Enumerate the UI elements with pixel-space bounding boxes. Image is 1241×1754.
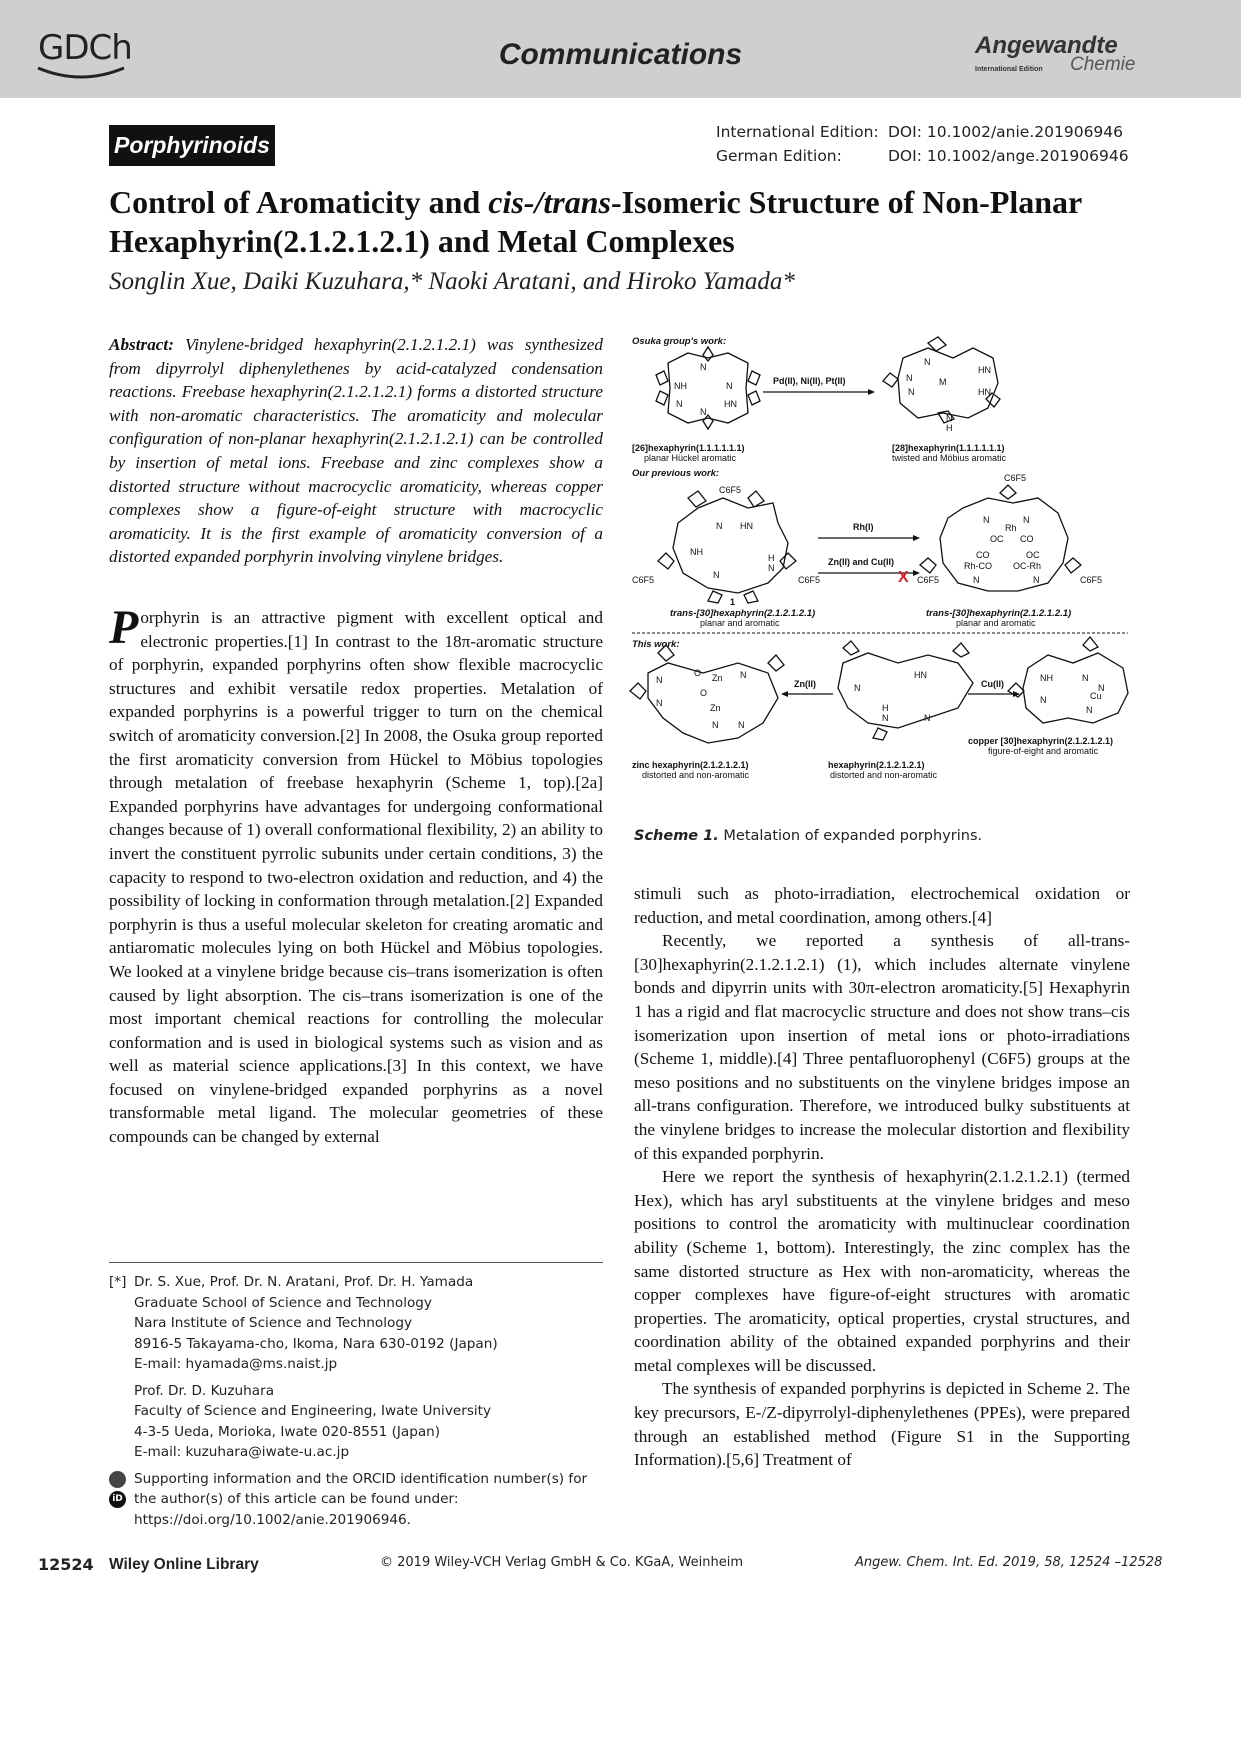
compound-desc: planar and aromatic <box>956 618 1036 628</box>
atom-n: N <box>906 373 913 383</box>
compound-name: hexaphyrin(2.1.2.1.2.1) <box>828 760 925 770</box>
scheme-label-osuka: Osuka group's work: <box>632 336 727 347</box>
paragraph: Here we report the synthesis of hexaphyrin(2.1.2.1.2.1) (termed Hex), which has aryl substituents at the vinylene bridges and meso positions to control the aromaticity with multinuclear coordination ability (Scheme 1, bottom). Interestingly, the zinc complex has the same distorted structure as Hex with non-aromaticity, whereas the copper complexes have figure-of-eight structures with aromatic properties. The aromaticity, optical properties, crystal structures, and coordination ability of the obtained expanded porphyrins and their metal complexes will be discussed. <box>634 1167 1130 1375</box>
atom-nh: NH <box>674 381 687 391</box>
copyright: © 2019 Wiley-VCH Verlag GmbH & Co. KGaA, Weinheim <box>380 1555 744 1570</box>
atom-n: N <box>854 683 861 693</box>
scheme-label-previous: Our previous work: <box>632 468 720 479</box>
atom-n: N <box>716 521 723 531</box>
category-badge: Porphyrinoids <box>109 125 275 166</box>
journal-logo-chemie: Chemie <box>1070 54 1136 75</box>
doi-german-label: German Edition: <box>716 147 842 165</box>
page-number <box>38 1555 94 1574</box>
atom-rh: Rh <box>1005 523 1017 533</box>
drop-cap: P <box>109 601 139 654</box>
article-title <box>109 183 1139 261</box>
compound-name: zinc hexaphyrin(2.1.2.1.2.1) <box>632 760 749 770</box>
citation: Angew. Chem. Int. Ed. 2019, 58, 12524 –12528 <box>855 1555 1163 1570</box>
journal-logo <box>975 32 1136 75</box>
atom-zn: Zn <box>712 673 723 683</box>
journal-logo-edition: International Edition <box>975 66 1043 73</box>
arrow-head <box>868 389 875 395</box>
reagent-osuka: Pd(II), Ni(II), Pt(II) <box>773 376 846 386</box>
supporting-info-text[interactable]: Supporting information and the ORCID identification number(s) for the author(s) of this article can be found under: https://doi.org/10.1002/anie.201906946. <box>134 1470 588 1528</box>
atom-n: N <box>768 563 775 573</box>
scheme-label-this: This work: <box>632 639 680 650</box>
title-part2: -Isomeric Structure of Non-Planar Hexaphyrin(2.1.2.1.2.1) and Metal Complexes <box>109 184 1082 259</box>
molecule-trans-30-hexaphyrin-left <box>658 491 796 603</box>
section-title: Communications <box>498 38 743 71</box>
atom-oc: OC <box>990 534 1004 544</box>
gdch-logo: GDCh <box>38 28 132 68</box>
reagent-cu: Cu(II) <box>981 679 1004 689</box>
footnote-divider <box>109 1262 603 1263</box>
atom-hn: HN <box>914 670 927 680</box>
scheme-1-figure <box>628 333 1134 808</box>
affiliation-line: 4-3-5 Ueda, Morioka, Iwate 020-8551 (Japan) <box>134 1423 441 1440</box>
atom-o: O <box>700 688 708 698</box>
atom-zn: Zn <box>710 703 721 713</box>
body-left-column <box>109 601 603 1149</box>
atom-n: N <box>1098 683 1105 693</box>
atom-hn: HN <box>978 387 991 397</box>
doi-intl-value[interactable]: DOI: 10.1002/anie.201906946 <box>888 123 1124 141</box>
atom-c6f5: C6F5 <box>1004 473 1027 483</box>
reagent-zn-cu: Zn(II) and Cu(II) <box>828 557 894 567</box>
atom-m: M <box>939 377 947 387</box>
atom-n: N <box>882 713 889 723</box>
atom-n: N <box>1040 695 1047 705</box>
atom-ocrh: OC-Rh <box>1013 561 1042 571</box>
compound-name: [28]hexaphyrin(1.1.1.1.1.1) <box>892 443 1005 453</box>
atom-cu: Cu <box>1090 691 1102 701</box>
doi-german-value[interactable]: DOI: 10.1002/ange.201906946 <box>888 147 1129 165</box>
abstract-label: Abstract: <box>109 335 174 354</box>
doi-block <box>716 120 1129 168</box>
supporting-info[interactable] <box>109 1469 609 1531</box>
affiliation-1 <box>109 1272 609 1463</box>
affiliation-line: Nara Institute of Science and Technology <box>134 1315 412 1331</box>
orcid-icon: iD <box>109 1491 126 1508</box>
affiliation-line: Graduate School of Science and Technology <box>134 1294 432 1311</box>
atom-n: N <box>924 357 931 367</box>
journal-logo-main: Angewandte <box>975 32 1118 59</box>
compound-desc: planar Hückel aromatic <box>644 453 737 463</box>
atom-c6f5: C6F5 <box>798 575 821 585</box>
affiliation-line: Faculty of Science and Engineering, Iwate University <box>134 1403 492 1419</box>
paragraph: Recently, we reported a synthesis of all-trans-[30]hexaphyrin(2.1.2.1.2.1) (1), which includes alternate vinylene bonds and dipyrrin units with 30π-electron aromaticity.[5] Hexaphyrin 1 has a rigid and flat macrocyclic structure and does not show trans–cis isomerization upon insertion of metal ions or photo-irradiations (Scheme 1, middle).[4] Three pentafluorophenyl (C6F5) groups at the meso positions and no substituents on the vinylene bridges impose an all-trans configuration. Therefore, we introduced bulky substituents at the vinylene bridges to increase the molecular distortion and flexibility of this expanded porphyrin. <box>634 931 1130 1163</box>
wiley-online-library[interactable] <box>109 1556 259 1574</box>
compound-name: copper [30]hexaphyrin(2.1.2.1.2.1) <box>968 736 1114 746</box>
atom-n: N <box>700 362 707 372</box>
atom-oc: OC <box>1026 550 1040 560</box>
atom-n: N <box>908 387 915 397</box>
compound-desc: twisted and Möbius aromatic <box>892 453 1007 463</box>
footnote-mark: [*] <box>109 1274 127 1290</box>
atom-n: N <box>676 399 683 409</box>
atom-c6f5: C6F5 <box>719 485 742 495</box>
body-left-text: orphyrin is an attractive pigment with excellent optical and electronic properties.[1] In contrast to the 18π-aromatic structure of porphyrin, expanded porphyrins often show flexible macrocyclic structures and exhibit versatile redox properties. Metalation of expanded porphyrins is a powerful trigger to turn on the chemical switch of aromaticity conversion.[2] In 2008, the Osuka group reported the first aromaticity conversion from Hückel to Möbius topologies through metalation of freebase hexaphyrin (Scheme 1, top).[2a] Expanded porphyrins have advantages for undergoing conformational changes because of 1) overall conformational flexibility, 2) an ability to invert the constituent pyrrolic subunits under certain conditions, 3) the capacity to respond to two-electron oxidation and reduction, and 4) the possibility of locking in conformation through metalation.[2] Expanded porphyrin is thus a useful molecular skeleton for creating aromatic and antiaromatic molecules lying on both Hückel and Möbius topologies. We looked at a vinylene bridge because cis–trans isomerization is often caused by light absorption. The cis–trans isomerization is one of the most important chemical reactions for controlling the molecular conformation and is used in biological systems such as vision and as well as material science applications.[3] In this context, we have focused on vinylene-bridged expanded porphyrins as a novel transformable metal ligand. The molecular geometries of these compounds can be changed by external <box>109 608 603 1147</box>
atom-h: H <box>768 553 775 563</box>
atom-nh: NH <box>690 547 703 557</box>
affiliation-line: 8916-5 Takayama-cho, Ikoma, Nara 630-0192 (Japan) <box>134 1335 498 1352</box>
abstract-text: Vinylene-bridged hexaphyrin(2.1.2.1.2.1) was synthesized from dipyrrolyl diphenylethenes by acid-catalyzed condensation reactions. Freebase hexaphyrin(2.1.2.1.2.1) forms a distorted structure with non-aromatic characteristics. The aromaticity and molecular configuration of non-planar hexaphyrin(2.1.2.1.2.1) can be controlled by insertion of metal ions. Freebase and zinc complexes show a distorted structure without macrocyclic aromaticity, whereas copper complexes show a figure-of-eight structure with macrocyclic aromaticity. It is the first example of aromaticity conversion of a distorted expanded porphyrin involving vinylene bridges. <box>109 335 603 567</box>
atom-rhco: Rh-CO <box>964 561 993 571</box>
atom-n: N <box>740 670 747 680</box>
reagent-rh: Rh(I) <box>853 522 874 532</box>
abstract <box>109 333 603 569</box>
page-number-text: 12524 <box>38 1555 94 1574</box>
atom-n: N <box>1082 673 1089 683</box>
doi-intl-label: International Edition: <box>716 123 879 141</box>
atom-h: H <box>882 703 889 713</box>
compound-name: [26]hexaphyrin(1.1.1.1.1.1) <box>632 443 745 453</box>
affiliation-line: Dr. S. Xue, Prof. Dr. N. Aratani, Prof. Dr. H. Yamada <box>134 1274 474 1290</box>
arrow-head <box>781 691 788 697</box>
wiley-online-library-text[interactable]: Wiley Online Library <box>109 1556 259 1573</box>
atom-n: N <box>700 407 707 417</box>
scheme-caption-label: Scheme 1. <box>634 828 719 844</box>
email-link[interactable]: E-mail: kuzuhara@iwate-u.ac.jp <box>134 1444 350 1460</box>
atom-c6f5: C6F5 <box>917 575 940 585</box>
title-part1: Control of Aromaticity and <box>109 184 489 220</box>
atom-co: CO <box>1020 534 1034 544</box>
atom-n: N <box>1086 705 1093 715</box>
scheme-caption <box>634 828 982 844</box>
compound-number: 1 <box>730 597 736 607</box>
atom-n: N <box>656 698 663 708</box>
body-right-column <box>634 882 1130 1472</box>
atom-n: N <box>924 713 931 723</box>
atom-n: N <box>983 515 990 525</box>
atom-n: N <box>712 720 719 730</box>
atom-co: CO <box>976 550 990 560</box>
no-reaction-cross-icon: X <box>898 569 909 586</box>
atom-n: N <box>1023 515 1030 525</box>
compound-desc: planar and aromatic <box>700 618 780 628</box>
atom-h: H <box>946 423 953 433</box>
atom-c6f5: C6F5 <box>632 575 655 585</box>
atom-hn: HN <box>740 521 753 531</box>
email-link[interactable]: E-mail: hyamada@ms.naist.jp <box>134 1356 338 1372</box>
arrow-head <box>913 535 920 541</box>
atom-n: N <box>713 570 720 580</box>
affiliations <box>109 1272 609 1530</box>
atom-n: N <box>1033 575 1040 585</box>
scheme-caption-text: Metalation of expanded porphyrins. <box>723 828 983 844</box>
compound-desc: distorted and non-aromatic <box>642 770 750 780</box>
atom-n: N <box>946 413 953 423</box>
molecule-copper-hexaphyrin <box>1008 637 1128 723</box>
reagent-zn: Zn(II) <box>794 679 816 689</box>
molecule-26-hexaphyrin <box>656 347 760 429</box>
compound-name: trans-[30]hexaphyrin(2.1.2.1.2.1) <box>926 608 1072 619</box>
affiliation-line: Prof. Dr. D. Kuzuhara <box>134 1382 275 1399</box>
compound-desc: figure-of-eight and aromatic <box>988 746 1099 756</box>
atom-hn: HN <box>724 399 737 409</box>
atom-n: N <box>973 575 980 585</box>
atom-o: O <box>694 668 702 678</box>
atom-nh: NH <box>1040 673 1053 683</box>
atom-n: N <box>726 381 733 391</box>
supporting-info-icon <box>109 1471 126 1488</box>
title-italic: cis-/trans <box>488 184 611 220</box>
atom-c6f5: C6F5 <box>1080 575 1103 585</box>
paragraph: The synthesis of expanded porphyrins is depicted in Scheme 2. The key precursors, E-/Z-dipyrrolyl-diphenylethenes (PPEs), were prepared through an established method (Figure S1 in the Supporting Information).[5,6] Treatment of <box>634 1379 1130 1470</box>
atom-n: N <box>738 720 745 730</box>
atom-hn: HN <box>978 365 991 375</box>
paragraph: stimuli such as photo-irradiation, electrochemical oxidation or reduction, and metal coordination, among others.[4] <box>634 884 1130 927</box>
author-list: Songlin Xue, Daiki Kuzuhara,* Naoki Aratani, and Hiroko Yamada* <box>109 268 795 295</box>
compound-desc: distorted and non-aromatic <box>830 770 938 780</box>
compound-name: trans-[30]hexaphyrin(2.1.2.1.2.1) <box>670 608 816 619</box>
atom-n: N <box>656 675 663 685</box>
